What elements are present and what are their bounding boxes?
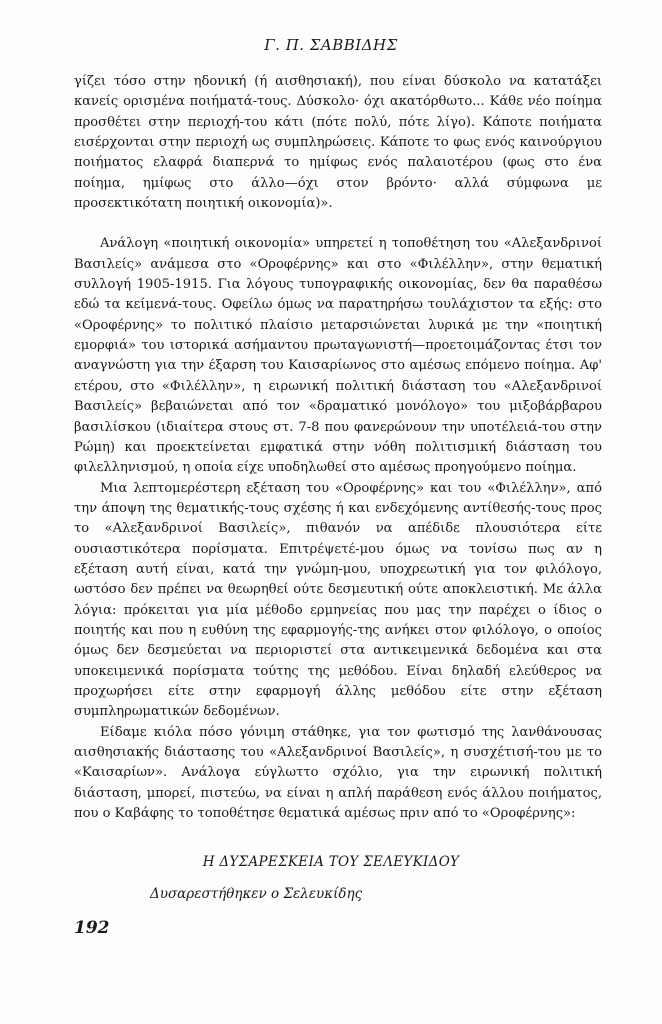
poem-title: Η ΔΥΣΑΡΕΣΚΕΙΑ ΤΟΥ ΣΕΛΕΥΚΙΔΟΥ [202, 854, 460, 870]
paragraph: Μια λεπτομερέστερη εξέταση του «Οροφέρνης» και του «Φιλέλλην», από την άποψη της θεματικής-τους σχέσης ή και ενδεχόμενης αντίθεσής-τους προς το «Αλεξανδρινοί Βασιλείς», πιθανόν να απέδιδε πλουσιότερα είτε ουσιαστικότερα πορίσματα. Επιτρέψετέ-μου όμως να τονίσω πως αν η εξέταση αυτή είναι, κατά την γνώμη-μου, υποχρεωτική για τον φιλόλογο, ωστόσο δεν πρέπει να θεωρηθεί ούτε δεσμευτική ούτε αποκλειστική. Με άλλα λόγια: πρόκειται για μία μέθοδο ερμηνείας που μας την παρέχει ο ίδιος ο ποιητής και που η ευθύνη της εφαρμογής-της ανήκει στον φιλόλογο, ο οποίος όμως δεν δεσμεύεται να περιοριστεί στα αντικειμενικά δεδομένα και στα υποκειμενικά πορίσματα τούτης της μεθόδου. Είναι δηλαδή ελεύθερος να προχωρήσει είτε στην εφαρμογή άλλης μεθόδου είτε στην εξέταση συμπληρωματικών δεδομένων. [74, 480, 602, 720]
poem-first-line: Δυσαρεστήθηκεν ο Σελευκίδης [150, 886, 363, 902]
paragraph: Ανάλογη «ποιητική οικονομία» υπηρετεί η τοποθέτηση του «Αλεξανδρινοί Βασιλείς» ανάμεσα στο «Οροφέρνης» και στο «Φιλέλλην», στην θεματική συλλογή 1905-1915. Για λόγους τυπογραφικής οικονομίας, δεν θα παραθέσω εδώ τα κείμενά-τους. Οφείλω όμως να παρατηρήσω τουλάχιστον τα εξής: στο «Οροφέρνης» το πολιτικό πλαίσιο μεταρσιώνεται λυρικά με την «ποιητική εμορφιά» του ιστορικά ασήμαντου πρωταγωνιστή—προετοιμάζοντας έτσι τον αναγνώστη για την έξαρση του Καισαρίωνος στο αμέσως επόμενο ποίημα. Αφ' ετέρου, στο «Φιλέλλην», η ειρωνική πολιτική διάσταση του «Αλεξανδρινοί Βασιλείς» βεβαιώνεται από τον «δραματικό μονόλογο» του μιξοβάρβαρου βασιλίσκου (ιδιαίτερα στους στ. 7-8 που φανερώνουν την υποτέλειά-του στην Ρώμη) και προεκτείνεται εμφατικά στην νόθη πολιτισμική διάσταση του φιλελληνισμού, η οποία είχε υποδηλωθεί στο αμέσως προηγούμενο ποίημα. [74, 236, 602, 476]
paragraph: Είδαμε κιόλα πόσο γόνιμη στάθηκε, για τον φωτισμό της λανθάνουσας αισθησιακής διάστασης του «Αλεξανδρινοί Βασιλείς», η συσχέτισή-του με το «Καισαρίων». Ανάλογα εύγλωττο σχόλιο, για την ειρωνική πολιτική διάσταση, μπορεί, πιστεύω, να είναι η απλή παράθεση ενός άλλου ποιήματος, που ο Καβάφης το τοποθέτησε θεματικά αμέσως πριν από το «Οροφέρνης»: [74, 724, 602, 822]
running-head: Γ. Π. ΣΑΒΒΙΔΗΣ [264, 36, 398, 54]
body-text [74, 72, 602, 824]
page-number: 192 [74, 918, 110, 938]
paragraph-continuation: γίζει τόσο στην ηδονική (ή αισθησιακή), που είναι δύσκολο να κατατάξει κανείς ορισμένα ποιήματά-τους. Δύσκολο· όχι ακατόρθωτο... Κάθε νέο ποίημα προσθέτει στην περιοχή-του κάτι (πότε πολύ, πότε λίγο). Κάποτε ποιήματα εισέρχονται στην περιοχή ως συμπληρώσεις. Κάποτε το φως ενός καινούργιου ποιήματος ελαφρά διαπερνά το ημίφως ενός παλαιοτέρου (φως στο ένα ποίημα, ημίφως στο άλλο—όχι στον βρόντο· αλλά σύμφωνα με προσεκτικότατη ποιητική οικονομία)». [74, 74, 602, 212]
